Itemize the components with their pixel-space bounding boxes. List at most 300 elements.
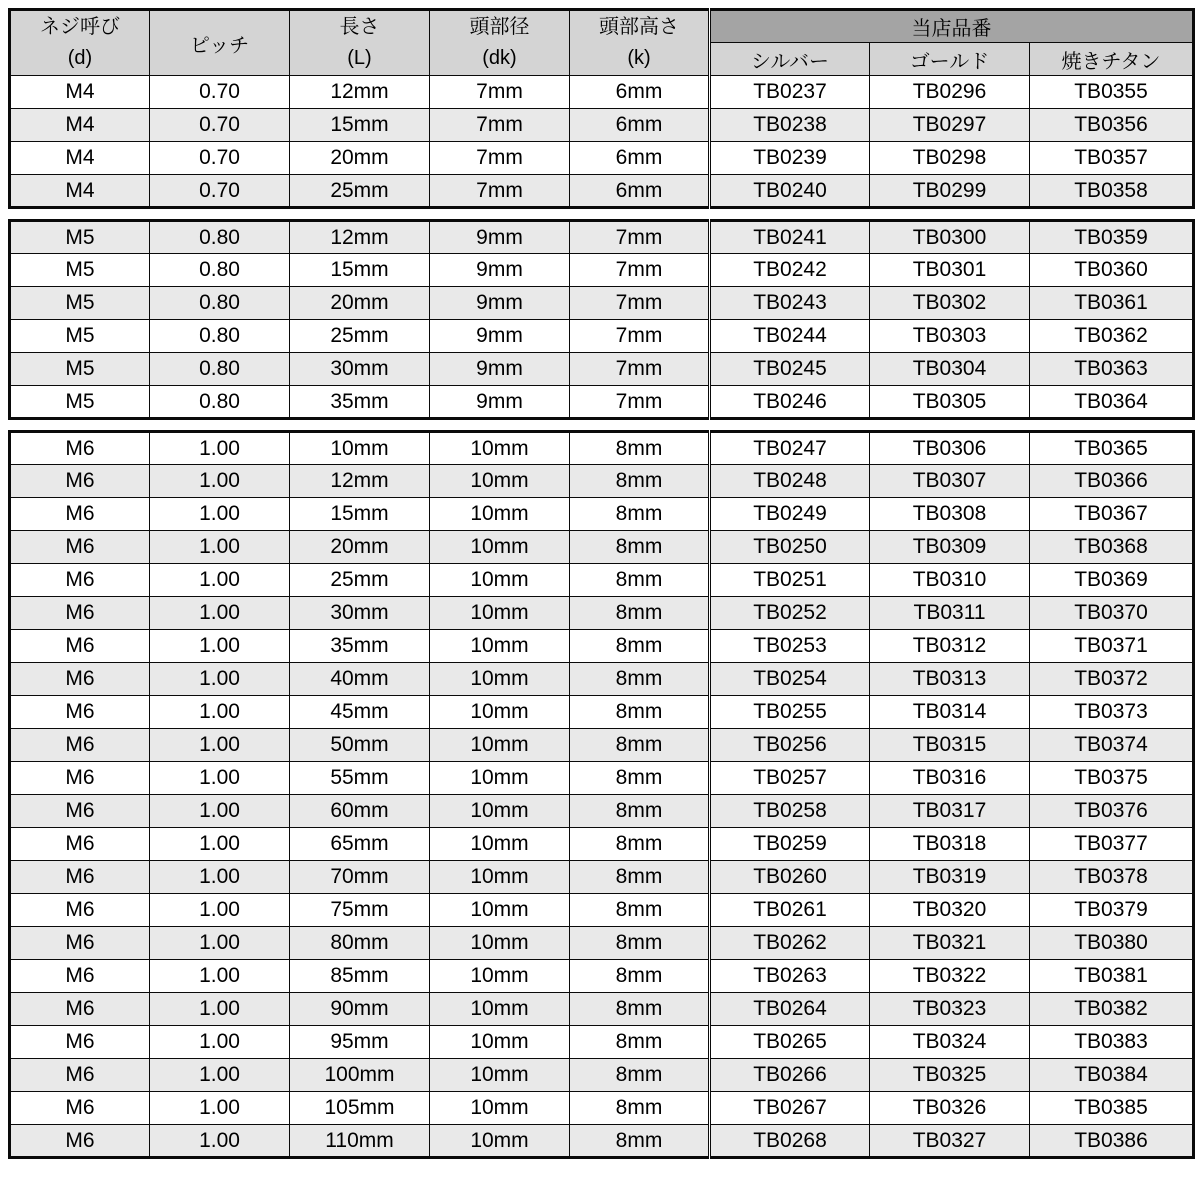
cell-part-silver: TB0237 [710, 76, 870, 109]
cell-head-height: 7mm [570, 287, 710, 320]
cell-part-silver: TB0243 [710, 287, 870, 320]
cell-length: 45mm [290, 696, 430, 729]
table-header [10, 10, 1194, 76]
cell-pitch: 0.80 [150, 320, 290, 353]
cell-length: 15mm [290, 109, 430, 142]
cell-part-titanium: TB0365 [1030, 432, 1194, 465]
cell-part-silver: TB0252 [710, 597, 870, 630]
cell-head-height: 8mm [570, 729, 710, 762]
cell-head-height: 8mm [570, 630, 710, 663]
cell-screw-size: M6 [10, 630, 150, 663]
header-length [290, 10, 430, 76]
cell-head-height: 8mm [570, 1059, 710, 1092]
cell-part-titanium: TB0378 [1030, 861, 1194, 894]
cell-part-titanium: TB0367 [1030, 498, 1194, 531]
cell-part-silver: TB0261 [710, 894, 870, 927]
spec-row [10, 1059, 1194, 1092]
cell-pitch: 1.00 [150, 432, 290, 465]
cell-pitch: 0.80 [150, 386, 290, 419]
cell-part-gold: TB0304 [870, 353, 1030, 386]
cell-part-silver: TB0250 [710, 531, 870, 564]
cell-part-silver: TB0247 [710, 432, 870, 465]
spec-row [10, 564, 1194, 597]
m4-rows [10, 76, 1194, 208]
cell-screw-size: M5 [10, 254, 150, 287]
cell-head-diameter: 9mm [430, 320, 570, 353]
cell-length: 25mm [290, 320, 430, 353]
header-row-top [10, 10, 1194, 43]
cell-head-diameter: 9mm [430, 353, 570, 386]
cell-length: 12mm [290, 221, 430, 254]
cell-screw-size: M6 [10, 498, 150, 531]
cell-screw-size: M6 [10, 696, 150, 729]
cell-part-gold: TB0325 [870, 1059, 1030, 1092]
cell-head-height: 8mm [570, 564, 710, 597]
cell-head-diameter: 10mm [430, 498, 570, 531]
cell-part-gold: TB0297 [870, 109, 1030, 142]
header-head-diameter [430, 10, 570, 76]
cell-part-silver: TB0260 [710, 861, 870, 894]
cell-part-silver: TB0238 [710, 109, 870, 142]
cell-length: 35mm [290, 386, 430, 419]
cell-head-diameter: 10mm [430, 1125, 570, 1158]
cell-length: 95mm [290, 1026, 430, 1059]
cell-pitch: 0.80 [150, 287, 290, 320]
cell-head-diameter: 10mm [430, 663, 570, 696]
cell-part-gold: TB0315 [870, 729, 1030, 762]
cell-head-diameter: 10mm [430, 861, 570, 894]
cell-pitch: 1.00 [150, 960, 290, 993]
cell-part-titanium: TB0380 [1030, 927, 1194, 960]
spec-row [10, 1026, 1194, 1059]
spec-row [10, 531, 1194, 564]
header-pitch: ピッチ [150, 10, 290, 76]
spec-row [10, 960, 1194, 993]
cell-part-gold: TB0327 [870, 1125, 1030, 1158]
cell-pitch: 1.00 [150, 597, 290, 630]
cell-part-silver: TB0249 [710, 498, 870, 531]
cell-screw-size: M6 [10, 894, 150, 927]
cell-head-diameter: 7mm [430, 142, 570, 175]
cell-part-silver: TB0253 [710, 630, 870, 663]
header-titanium: 焼きチタン [1030, 43, 1194, 76]
spec-row [10, 254, 1194, 287]
cell-head-diameter: 10mm [430, 432, 570, 465]
cell-pitch: 0.70 [150, 142, 290, 175]
cell-pitch: 0.80 [150, 221, 290, 254]
cell-part-silver: TB0251 [710, 564, 870, 597]
cell-length: 90mm [290, 993, 430, 1026]
cell-pitch: 1.00 [150, 696, 290, 729]
cell-part-titanium: TB0371 [1030, 630, 1194, 663]
cell-pitch: 0.80 [150, 254, 290, 287]
cell-length: 70mm [290, 861, 430, 894]
cell-pitch: 1.00 [150, 630, 290, 663]
cell-part-silver: TB0255 [710, 696, 870, 729]
cell-pitch: 1.00 [150, 1125, 290, 1158]
cell-part-gold: TB0310 [870, 564, 1030, 597]
cell-part-titanium: TB0368 [1030, 531, 1194, 564]
cell-part-titanium: TB0358 [1030, 175, 1194, 208]
spec-table-m4 [8, 8, 1195, 209]
cell-head-diameter: 10mm [430, 729, 570, 762]
cell-part-silver: TB0259 [710, 828, 870, 861]
cell-part-silver: TB0256 [710, 729, 870, 762]
cell-length: 80mm [290, 927, 430, 960]
cell-part-silver: TB0268 [710, 1125, 870, 1158]
cell-head-height: 6mm [570, 76, 710, 109]
cell-head-height: 8mm [570, 861, 710, 894]
cell-part-silver: TB0266 [710, 1059, 870, 1092]
spec-row [10, 993, 1194, 1026]
header-gold: ゴールド [870, 43, 1030, 76]
cell-head-diameter: 9mm [430, 254, 570, 287]
cell-pitch: 0.70 [150, 175, 290, 208]
cell-part-gold: TB0320 [870, 894, 1030, 927]
cell-part-gold: TB0308 [870, 498, 1030, 531]
cell-head-height: 8mm [570, 663, 710, 696]
cell-part-silver: TB0239 [710, 142, 870, 175]
spec-row [10, 498, 1194, 531]
cell-head-diameter: 10mm [430, 465, 570, 498]
cell-part-silver: TB0258 [710, 795, 870, 828]
spec-row [10, 795, 1194, 828]
spec-row [10, 1092, 1194, 1125]
cell-head-diameter: 10mm [430, 597, 570, 630]
cell-head-diameter: 10mm [430, 531, 570, 564]
cell-screw-size: M6 [10, 762, 150, 795]
cell-length: 65mm [290, 828, 430, 861]
cell-part-titanium: TB0382 [1030, 993, 1194, 1026]
cell-length: 50mm [290, 729, 430, 762]
spec-row [10, 861, 1194, 894]
cell-pitch: 1.00 [150, 795, 290, 828]
cell-part-gold: TB0317 [870, 795, 1030, 828]
cell-part-gold: TB0309 [870, 531, 1030, 564]
header-screw-size [10, 10, 150, 76]
cell-head-height: 8mm [570, 1092, 710, 1125]
spec-table-m6 [8, 430, 1195, 1159]
header-head-height-symbol: (k) [627, 47, 651, 69]
cell-head-height: 8mm [570, 531, 710, 564]
cell-head-diameter: 10mm [430, 795, 570, 828]
cell-part-titanium: TB0377 [1030, 828, 1194, 861]
cell-length: 20mm [290, 287, 430, 320]
cell-head-height: 8mm [570, 1125, 710, 1158]
spec-row [10, 828, 1194, 861]
header-length-symbol: (L) [347, 47, 372, 69]
cell-screw-size: M6 [10, 663, 150, 696]
cell-length: 110mm [290, 1125, 430, 1158]
cell-part-gold: TB0302 [870, 287, 1030, 320]
cell-screw-size: M6 [10, 432, 150, 465]
spec-row [10, 465, 1194, 498]
spec-table-m5 [8, 219, 1195, 420]
cell-part-silver: TB0240 [710, 175, 870, 208]
cell-part-titanium: TB0375 [1030, 762, 1194, 795]
cell-part-silver: TB0241 [710, 221, 870, 254]
cell-pitch: 1.00 [150, 993, 290, 1026]
cell-screw-size: M6 [10, 795, 150, 828]
cell-screw-size: M6 [10, 1059, 150, 1092]
cell-part-gold: TB0321 [870, 927, 1030, 960]
cell-head-height: 8mm [570, 960, 710, 993]
cell-head-height: 8mm [570, 432, 710, 465]
spec-row [10, 762, 1194, 795]
cell-length: 10mm [290, 432, 430, 465]
cell-part-gold: TB0301 [870, 254, 1030, 287]
header-head-diameter-symbol: (dk) [482, 47, 517, 69]
cell-part-silver: TB0245 [710, 353, 870, 386]
cell-head-height: 8mm [570, 927, 710, 960]
cell-screw-size: M6 [10, 531, 150, 564]
cell-screw-size: M6 [10, 993, 150, 1026]
cell-head-diameter: 7mm [430, 76, 570, 109]
cell-part-silver: TB0264 [710, 993, 870, 1026]
cell-screw-size: M6 [10, 927, 150, 960]
cell-part-titanium: TB0362 [1030, 320, 1194, 353]
cell-part-titanium: TB0372 [1030, 663, 1194, 696]
cell-head-height: 8mm [570, 993, 710, 1026]
cell-part-titanium: TB0360 [1030, 254, 1194, 287]
spec-row [10, 221, 1194, 254]
cell-length: 40mm [290, 663, 430, 696]
cell-head-diameter: 7mm [430, 109, 570, 142]
cell-part-gold: TB0324 [870, 1026, 1030, 1059]
cell-part-gold: TB0319 [870, 861, 1030, 894]
cell-head-height: 7mm [570, 221, 710, 254]
cell-part-gold: TB0326 [870, 1092, 1030, 1125]
cell-screw-size: M6 [10, 828, 150, 861]
cell-part-titanium: TB0366 [1030, 465, 1194, 498]
cell-screw-size: M4 [10, 175, 150, 208]
cell-part-titanium: TB0364 [1030, 386, 1194, 419]
cell-pitch: 1.00 [150, 564, 290, 597]
cell-head-diameter: 10mm [430, 894, 570, 927]
cell-pitch: 1.00 [150, 861, 290, 894]
cell-head-height: 8mm [570, 498, 710, 531]
cell-pitch: 1.00 [150, 465, 290, 498]
cell-pitch: 1.00 [150, 1026, 290, 1059]
cell-part-titanium: TB0363 [1030, 353, 1194, 386]
cell-part-gold: TB0323 [870, 993, 1030, 1026]
cell-part-titanium: TB0373 [1030, 696, 1194, 729]
cell-length: 25mm [290, 175, 430, 208]
spec-row [10, 432, 1194, 465]
cell-head-height: 8mm [570, 696, 710, 729]
cell-screw-size: M4 [10, 142, 150, 175]
cell-head-diameter: 9mm [430, 386, 570, 419]
cell-length: 55mm [290, 762, 430, 795]
spec-row [10, 663, 1194, 696]
cell-screw-size: M5 [10, 320, 150, 353]
cell-part-titanium: TB0355 [1030, 76, 1194, 109]
cell-pitch: 1.00 [150, 531, 290, 564]
cell-head-height: 8mm [570, 1026, 710, 1059]
spec-row [10, 1125, 1194, 1158]
cell-length: 105mm [290, 1092, 430, 1125]
cell-length: 15mm [290, 254, 430, 287]
cell-screw-size: M6 [10, 729, 150, 762]
cell-part-titanium: TB0381 [1030, 960, 1194, 993]
cell-head-diameter: 10mm [430, 1059, 570, 1092]
cell-part-gold: TB0313 [870, 663, 1030, 696]
cell-part-gold: TB0316 [870, 762, 1030, 795]
cell-screw-size: M4 [10, 76, 150, 109]
cell-part-gold: TB0299 [870, 175, 1030, 208]
cell-length: 100mm [290, 1059, 430, 1092]
cell-pitch: 1.00 [150, 927, 290, 960]
header-screw-size-label: ネジ呼び [40, 16, 120, 38]
cell-pitch: 0.70 [150, 76, 290, 109]
cell-head-diameter: 10mm [430, 696, 570, 729]
spec-row [10, 175, 1194, 208]
spec-row [10, 353, 1194, 386]
cell-screw-size: M6 [10, 1092, 150, 1125]
cell-head-height: 8mm [570, 465, 710, 498]
cell-screw-size: M6 [10, 1026, 150, 1059]
cell-head-height: 8mm [570, 597, 710, 630]
cell-part-silver: TB0242 [710, 254, 870, 287]
cell-screw-size: M5 [10, 287, 150, 320]
cell-head-diameter: 10mm [430, 828, 570, 861]
header-silver: シルバー [710, 43, 870, 76]
cell-length: 12mm [290, 465, 430, 498]
cell-screw-size: M6 [10, 960, 150, 993]
cell-pitch: 0.80 [150, 353, 290, 386]
cell-screw-size: M6 [10, 861, 150, 894]
cell-head-diameter: 10mm [430, 630, 570, 663]
cell-length: 30mm [290, 597, 430, 630]
cell-part-titanium: TB0370 [1030, 597, 1194, 630]
cell-pitch: 1.00 [150, 1092, 290, 1125]
cell-head-height: 8mm [570, 762, 710, 795]
cell-head-diameter: 10mm [430, 564, 570, 597]
cell-head-height: 7mm [570, 386, 710, 419]
cell-part-titanium: TB0376 [1030, 795, 1194, 828]
cell-part-gold: TB0300 [870, 221, 1030, 254]
spec-row [10, 696, 1194, 729]
cell-part-gold: TB0296 [870, 76, 1030, 109]
cell-head-diameter: 10mm [430, 1026, 570, 1059]
cell-part-titanium: TB0379 [1030, 894, 1194, 927]
cell-part-titanium: TB0386 [1030, 1125, 1194, 1158]
cell-head-height: 7mm [570, 254, 710, 287]
cell-part-gold: TB0318 [870, 828, 1030, 861]
cell-screw-size: M6 [10, 597, 150, 630]
cell-head-diameter: 10mm [430, 927, 570, 960]
cell-head-height: 8mm [570, 828, 710, 861]
cell-pitch: 1.00 [150, 828, 290, 861]
header-screw-size-symbol: (d) [67, 47, 93, 69]
cell-part-gold: TB0312 [870, 630, 1030, 663]
cell-length: 12mm [290, 76, 430, 109]
cell-part-titanium: TB0374 [1030, 729, 1194, 762]
cell-head-diameter: 10mm [430, 1092, 570, 1125]
cell-part-titanium: TB0385 [1030, 1092, 1194, 1125]
header-head-height [570, 10, 710, 76]
cell-length: 20mm [290, 142, 430, 175]
cell-part-gold: TB0311 [870, 597, 1030, 630]
cell-screw-size: M6 [10, 1125, 150, 1158]
cell-head-height: 7mm [570, 320, 710, 353]
cell-pitch: 1.00 [150, 498, 290, 531]
cell-head-height: 6mm [570, 109, 710, 142]
cell-head-diameter: 10mm [430, 762, 570, 795]
cell-part-titanium: TB0361 [1030, 287, 1194, 320]
cell-length: 15mm [290, 498, 430, 531]
spec-row [10, 927, 1194, 960]
spec-row [10, 76, 1194, 109]
cell-length: 60mm [290, 795, 430, 828]
spec-row [10, 630, 1194, 663]
cell-pitch: 1.00 [150, 1059, 290, 1092]
cell-length: 20mm [290, 531, 430, 564]
cell-part-gold: TB0322 [870, 960, 1030, 993]
spec-row [10, 729, 1194, 762]
header-product-number: 当店品番 [710, 10, 1194, 43]
header-head-height-label: 頭部高さ [599, 16, 679, 38]
cell-part-gold: TB0298 [870, 142, 1030, 175]
cell-part-silver: TB0263 [710, 960, 870, 993]
cell-part-titanium: TB0384 [1030, 1059, 1194, 1092]
cell-length: 75mm [290, 894, 430, 927]
cell-part-silver: TB0246 [710, 386, 870, 419]
cell-head-diameter: 7mm [430, 175, 570, 208]
cell-head-diameter: 10mm [430, 960, 570, 993]
cell-pitch: 0.70 [150, 109, 290, 142]
cell-part-gold: TB0303 [870, 320, 1030, 353]
cell-screw-size: M5 [10, 221, 150, 254]
m5-rows [10, 221, 1194, 419]
cell-pitch: 1.00 [150, 894, 290, 927]
cell-part-silver: TB0244 [710, 320, 870, 353]
cell-head-height: 8mm [570, 795, 710, 828]
cell-part-titanium: TB0359 [1030, 221, 1194, 254]
cell-pitch: 1.00 [150, 729, 290, 762]
cell-head-height: 6mm [570, 175, 710, 208]
cell-part-silver: TB0254 [710, 663, 870, 696]
cell-part-silver: TB0267 [710, 1092, 870, 1125]
cell-part-gold: TB0306 [870, 432, 1030, 465]
spec-row [10, 386, 1194, 419]
cell-length: 25mm [290, 564, 430, 597]
header-length-label: 長さ [339, 16, 380, 38]
cell-part-silver: TB0248 [710, 465, 870, 498]
spec-row [10, 597, 1194, 630]
spec-row [10, 320, 1194, 353]
cell-part-silver: TB0257 [710, 762, 870, 795]
cell-part-silver: TB0265 [710, 1026, 870, 1059]
cell-pitch: 1.00 [150, 762, 290, 795]
header-head-diameter-label: 頭部径 [469, 16, 530, 38]
cell-head-diameter: 9mm [430, 287, 570, 320]
spec-row [10, 287, 1194, 320]
cell-screw-size: M6 [10, 564, 150, 597]
cell-pitch: 1.00 [150, 663, 290, 696]
spec-row [10, 894, 1194, 927]
cell-head-height: 7mm [570, 353, 710, 386]
cell-head-height: 8mm [570, 894, 710, 927]
cell-part-silver: TB0262 [710, 927, 870, 960]
cell-part-titanium: TB0356 [1030, 109, 1194, 142]
cell-screw-size: M5 [10, 386, 150, 419]
cell-part-gold: TB0314 [870, 696, 1030, 729]
cell-length: 35mm [290, 630, 430, 663]
spec-row [10, 142, 1194, 175]
m6-rows [10, 432, 1194, 1158]
cell-screw-size: M4 [10, 109, 150, 142]
